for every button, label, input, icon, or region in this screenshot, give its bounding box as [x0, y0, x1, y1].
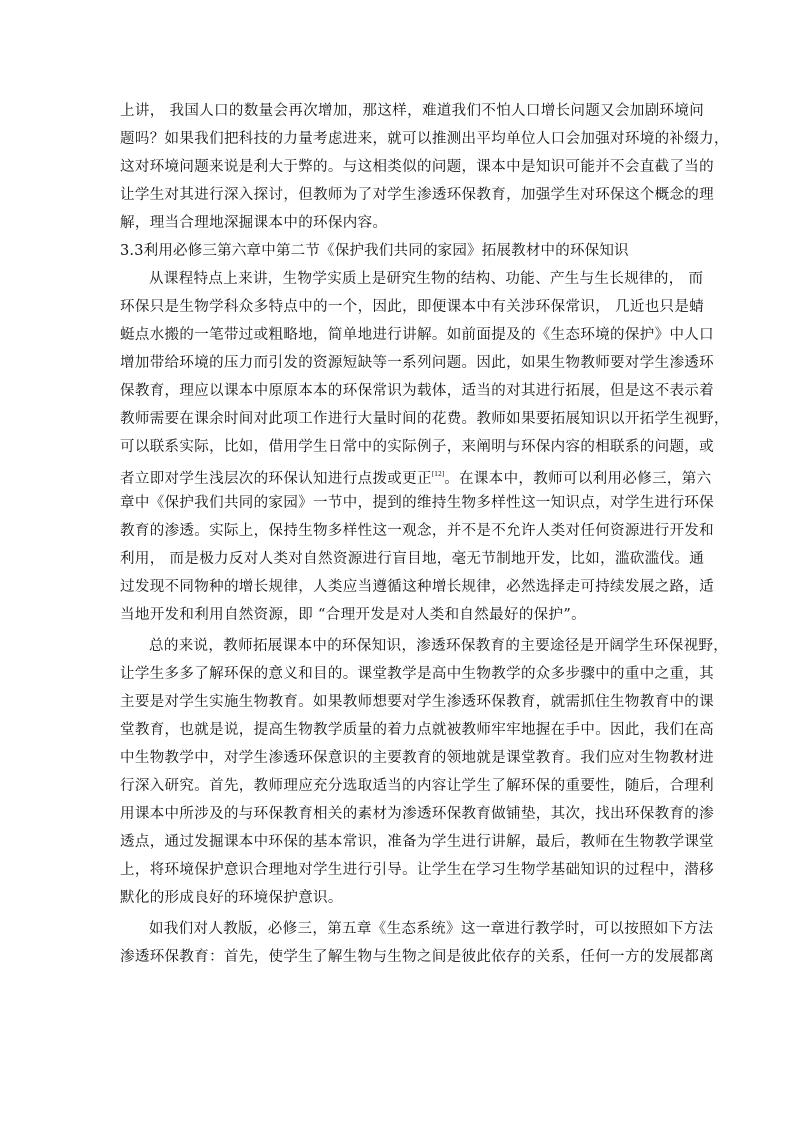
paragraph-line: 增加带给环境的压力而引发的资源短缺等一系列问题。因此，如果生物教师要对学生渗透环: [120, 355, 714, 371]
paragraph-line: 过发现不同物种的增长规律，人类应当遵循这种增长规律，必然选择走可持续发展之路，适: [120, 579, 714, 595]
section-heading: 3.3利用必修三第六章中第二节《保护我们共同的家园》拓展教材中的环保知识: [120, 243, 629, 259]
paragraph-2: [120, 265, 729, 629]
paragraph-line: 从课程特点上来讲，生物学实质上是研究生物的结构、功能、产生与生长规律的， 而: [149, 271, 704, 287]
paragraph-4: [120, 915, 714, 971]
citation-text-after: 。在课本中，教师可以利用必修三，第六: [444, 471, 712, 487]
paragraph-line: 渗透环保教育：首先，使学生了解生物与生物之间是彼此依存的关系，任何一方的发展都离: [120, 949, 714, 965]
paragraph-line: 解，理当合理地深掘课本中的环保内容。: [120, 215, 388, 231]
paragraph-line: 默化的形成良好的环境保护意识。: [120, 890, 343, 906]
paragraph-line: 让学生多多了解环保的意义和目的。课堂教学是高中生物教学的众多步骤中的重中之重，其: [120, 666, 714, 682]
paragraph-line: 环保只是生物学科众多特点中的一个，因此，即便课本中有关涉环保常识， 几近也只是蜻: [120, 299, 705, 315]
paragraph-1: [120, 97, 729, 237]
paragraph-line: 上讲， 我国人口的数量会再次增加，那这样，难道我们不怕人口增长问题又会加剧环境问: [120, 103, 705, 119]
paragraph-line: 可以联系实际，比如，借用学生日常中的实际例子，来阐明与环保内容的相联系的问题，或: [120, 439, 714, 455]
paragraph-line: 用课本中所涉及的与环保教育相关的素材为渗透环保教育做铺垫，其次，找出环保教育的渗: [120, 806, 714, 822]
paragraph-line: 主要是对学生实施生物教育。如果教师想要对学生渗透环保教育，就需抓住生物教育中的课: [120, 694, 714, 710]
citation-marker: [12]: [431, 471, 445, 478]
paragraph-line: 利用， 而是极力反对人类对自然资源进行盲目地，毫无节制地开发，比如，滥砍滥伐。通: [120, 551, 705, 567]
paragraph-line: 这对环境问题来说是利大于弊的。与这相类似的问题，课本中是知识可能并不会直截了当的: [120, 159, 714, 175]
paragraph-line: 题吗？如果我们把科技的力量考虑进来，就可以推测出平均单位人口会加强对环境的补缀力，: [120, 131, 729, 147]
paragraph-line: 上，将环境保护意识合理地对学生进行引导。让学生在学习生物学基础知识的过程中，潜移: [120, 862, 714, 878]
citation-text-before: 者立即对学生浅层次的环保认知进行点拨或更正: [120, 471, 432, 487]
paragraph-line: 保教育，理应以课本中原原本本的环保常识为载体，适当的对其进行拓展，但是这不表示着: [120, 383, 714, 399]
paragraph-line: 如我们对人教版，必修三，第五章《生态系统》这一章进行教学时，可以按照如下方法: [149, 921, 714, 937]
paragraph-line: 中生物教学中，对学生渗透环保意识的主要教育的领地就是课堂教育。我们应对生物教材进: [120, 750, 714, 766]
paragraph-line: 行深入研究。首先，教师理应充分选取适当的内容让学生了解环保的重要性，随后，合理利: [120, 778, 714, 794]
paragraph-line: 当地开发和利用自然资源，即 “合理开发是对人类和自然最好的保护”。: [120, 607, 586, 623]
paragraph-3: [120, 632, 729, 912]
paragraph-line: 堂教育，也就是说，提高生物教学质量的着力点就被教师牢牢地握在手中。因此，我们在高: [120, 722, 714, 738]
paragraph-line-with-citation: [120, 461, 712, 489]
paragraph-line: 教育的渗透。实际上，保持生物多样性这一观念，并不是不允许人类对任何资源进行开发和: [120, 523, 714, 539]
paragraph-line: 透点，通过发掘课本中环保的基本常识，准备为学生进行讲解，最后，教师在生物教学课堂: [120, 834, 714, 850]
paragraph-line: 让学生对其进行深入探讨，但教师为了对学生渗透环保教育，加强学生对环保这个概念的理: [120, 187, 714, 203]
paragraph-line: 总的来说，教师拓展课本中的环保知识，渗透环保教育的主要途径是开阔学生环保视野，: [149, 638, 729, 654]
paragraph-line: 蜓点水搬的一笔带过或粗略地，简单地进行讲解。如前面提及的《生态环境的保护》中人口: [120, 327, 714, 343]
paragraph-line: 教师需要在课余时间对此项工作进行大量时间的花费。教师如果要拓展知识以开拓学生视野，: [120, 411, 729, 427]
document-page: [120, 97, 729, 971]
paragraph-line: 章中《保护我们共同的家园》一节中，提到的维持生物多样性这一知识点，对学生进行环保: [120, 495, 714, 511]
